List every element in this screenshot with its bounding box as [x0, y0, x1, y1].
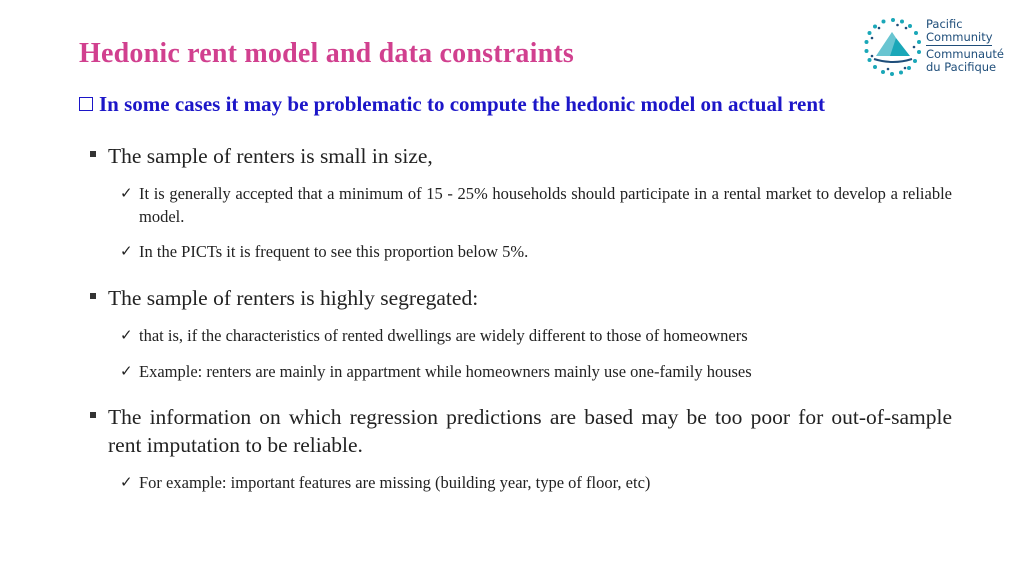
sub-point	[120, 360, 952, 383]
checkmark-icon: ✓	[120, 473, 133, 491]
slide-title: Hedonic rent model and data constraints	[79, 38, 574, 69]
bullet-point	[90, 284, 952, 312]
bullet-point	[90, 142, 952, 170]
subheading	[79, 92, 825, 117]
sub-point	[120, 324, 952, 347]
logo-wordmark	[926, 18, 1004, 73]
checkmark-icon: ✓	[120, 242, 133, 260]
sub-point-text: that is, if the characteristics of rented dwellings are widely different to those of homeowners	[139, 326, 748, 345]
sub-point-text: In the PICTs it is frequent to see this proportion below 5%.	[139, 242, 529, 261]
bullet-text: The information on which regression predictions are based may be too poor for out-of-sample rent imputation to be reliable.	[108, 405, 952, 457]
pacific-community-logo	[862, 16, 1012, 78]
bullet-text: The sample of renters is highly segregated:	[108, 286, 479, 310]
checkmark-icon: ✓	[120, 184, 133, 202]
logo-line-4: du Pacifique	[926, 59, 997, 74]
sub-point-text: It is generally accepted that a minimum of 15 - 25% households should participate in a rental market to develop a reliable model.	[139, 184, 952, 226]
checkmark-icon: ✓	[120, 362, 133, 380]
subheading-text: In some cases it may be problematic to compute the hedonic model on actual rent	[99, 92, 825, 116]
hollow-square-icon	[79, 97, 93, 111]
sub-point	[120, 240, 952, 263]
logo-emblem-icon	[862, 16, 924, 78]
logo-line-1: Pacific	[926, 17, 963, 31]
square-bullet-icon	[90, 412, 96, 418]
checkmark-icon: ✓	[120, 326, 133, 344]
sub-point	[120, 182, 952, 228]
bullet-text: The sample of renters is small in size,	[108, 144, 433, 168]
logo-line-3: Communauté	[926, 47, 1004, 61]
sub-point-text: Example: renters are mainly in appartment while homeowners mainly use one-family houses	[139, 362, 752, 381]
logo-line-2: Community	[926, 29, 993, 44]
square-bullet-icon	[90, 151, 96, 157]
bullet-point	[90, 403, 952, 459]
logo-divider	[926, 45, 992, 46]
square-bullet-icon	[90, 293, 96, 299]
sub-point-text: For example: important features are missing (building year, type of floor, etc)	[139, 473, 651, 492]
sub-point	[120, 471, 952, 494]
